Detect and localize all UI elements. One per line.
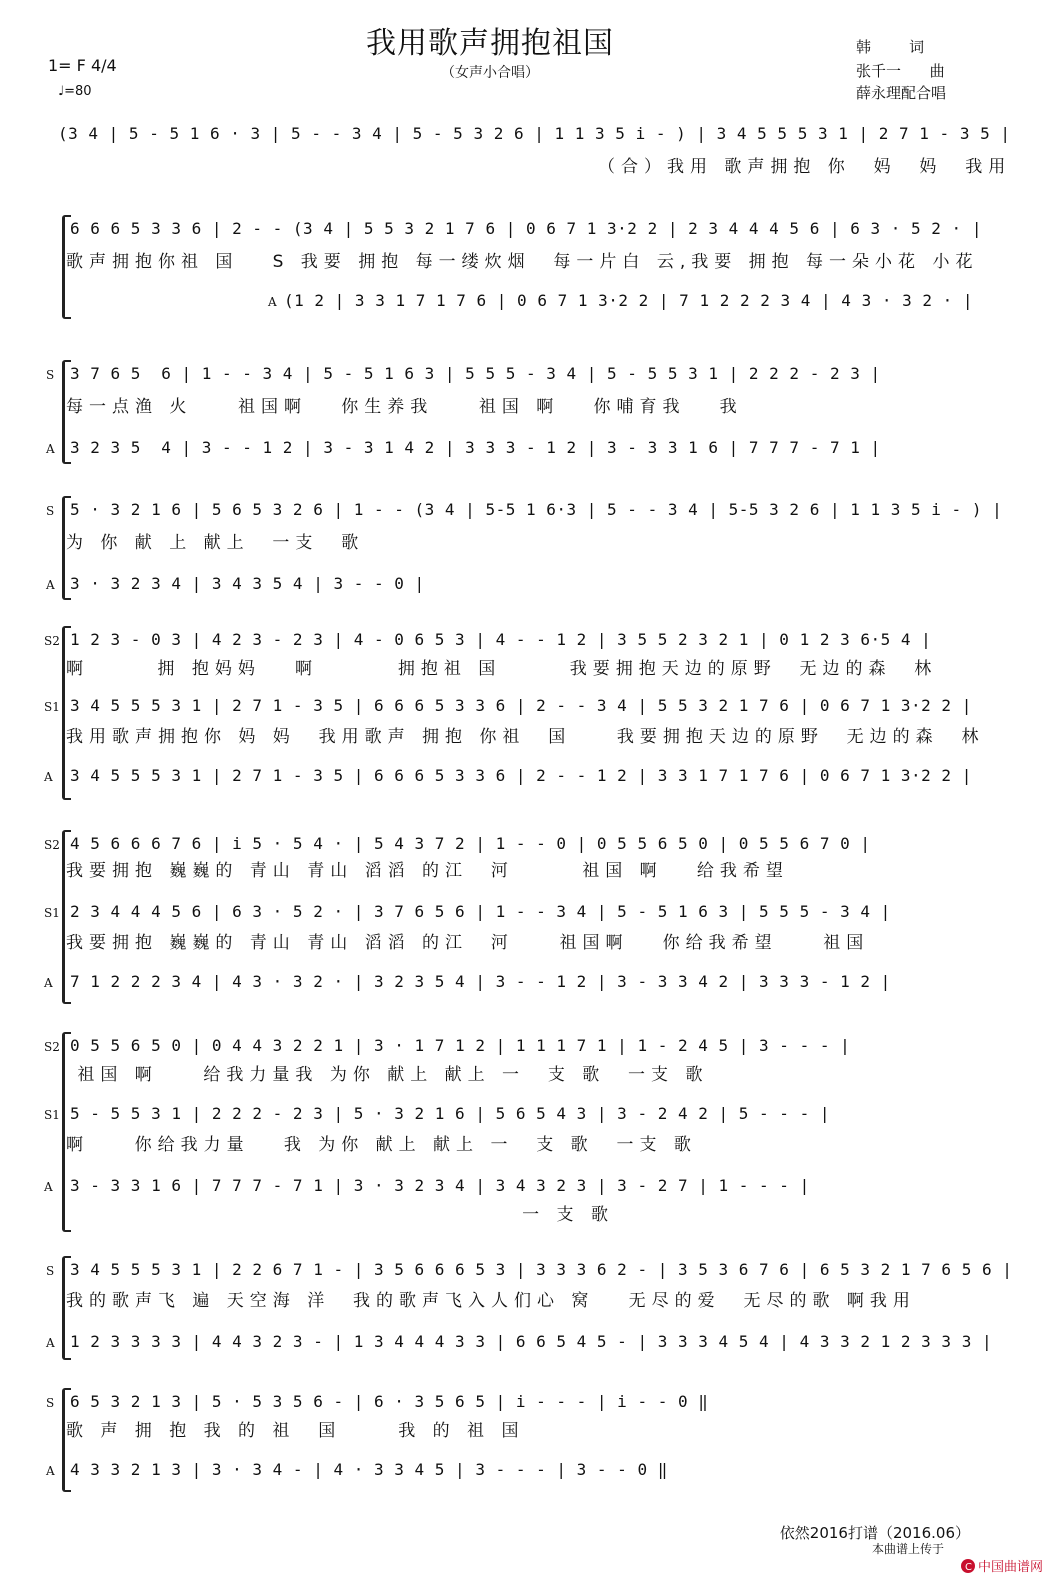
notation-line: 4 3 3 2 1 3 | 3 · 3 4 - | 4 · 3 3 4 5 | 3 - - - | 3 - - 0 ‖ xyxy=(70,1460,668,1479)
part-label: A xyxy=(44,1180,53,1194)
part-label: S xyxy=(46,1396,55,1410)
notation-line: 3 4 5 5 5 3 1 | 2 2 6 7 1 - | 3 5 6 6 6 5 3 | 3 3 3 6 2 - | 3 5 3 6 7 6 | 6 5 3 2 1 7 6 5 6 | xyxy=(70,1260,1013,1279)
part-label: S1 xyxy=(44,1108,60,1122)
part-label: A xyxy=(268,295,277,309)
part-label: A xyxy=(44,770,53,784)
logo-icon xyxy=(960,1557,1060,1575)
part-label: A xyxy=(46,442,55,456)
composer-credit: 张千一 曲 xyxy=(856,62,945,80)
score-system xyxy=(0,120,1064,180)
part-label: S2 xyxy=(44,634,60,648)
notation-line: 3 · 3 2 3 4 | 3 4 3 5 4 | 3 - - 0 | xyxy=(70,574,425,593)
notation-line: 3 2 3 5 4 | 3 - - 1 2 | 3 - 3 1 4 2 | 3 3 3 - 1 2 | 3 - 3 3 1 6 | 7 7 7 - 7 1 | xyxy=(70,438,881,457)
notation-line: (3 4 | 5 - 5 1 6 · 3 | 5 - - 3 4 | 5 - 5 3 2 6 | 1 1 3 5 i - ) | 3 4 5 5 5 3 1 | 2 7 1 - 3 5 | xyxy=(58,124,1011,143)
lyricist-credit: 韩 词 xyxy=(856,38,925,56)
part-label: S xyxy=(46,368,55,382)
notation-line: 1 2 3 - 0 3 | 4 2 3 - 2 3 | 4 - 0 6 5 3 | 4 - - 1 2 | 3 5 5 2 3 2 1 | 0 1 2 3 6·5 4 | xyxy=(70,630,932,649)
notation-line: 3 7 6 5 6 | 1 - - 3 4 | 5 - 5 1 6 3 | 5 5 5 - 3 4 | 5 - 5 5 3 1 | 2 2 2 - 2 3 | xyxy=(70,364,881,383)
part-label: S xyxy=(46,504,55,518)
notation-line: (1 2 | 3 3 1 7 1 7 6 | 0 6 7 1 3·2 2 | 7 1 2 2 2 3 4 | 4 3 · 3 2 · | xyxy=(284,291,974,310)
part-label: S1 xyxy=(44,906,60,920)
score-system xyxy=(0,360,1064,460)
part-label: S2 xyxy=(44,838,60,852)
lyrics-line: 啊 你给我力量 我 为你 献上 献上 一 支 歌 一支 歌 xyxy=(66,1135,697,1155)
part-label: S xyxy=(46,1264,55,1278)
subtitle: （女声小合唱） xyxy=(441,65,539,81)
score-system xyxy=(0,1388,1064,1488)
notation-line: 3 - 3 3 1 6 | 7 7 7 - 7 1 | 3 · 3 2 3 4 | 3 4 3 2 3 | 3 - 2 7 | 1 - - - | xyxy=(70,1176,810,1195)
upload-note: 本曲谱上传于 xyxy=(872,1542,945,1556)
notation-line: 6 5 3 2 1 3 | 5 · 5 3 5 6 - | 6 · 3 5 6 5 | i - - - | i - - 0 ‖ xyxy=(70,1392,709,1411)
site-name: 中国曲谱网 xyxy=(978,1560,1044,1575)
part-label: S1 xyxy=(44,700,60,714)
lyrics-line: 歌声拥抱你祖 国 S 我要 拥抱 每一缕炊烟 每一片白 云,我要 拥抱 每一朵小花 小花 xyxy=(66,252,979,272)
score-system xyxy=(0,1032,1064,1228)
typesetter-credit: 依然2016打谱（2016.06） xyxy=(779,1524,970,1542)
lyrics-line: 我要拥抱 巍巍的 青山 青山 滔滔 的江 河 祖国 啊 给我希望 xyxy=(66,861,789,881)
lyrics-line: 每一点渔 火 祖国啊 你生养我 祖国 啊 你哺育我 我 xyxy=(66,397,743,417)
lyrics-line: 我用歌声拥抱你 妈 妈 我用歌声 拥抱 你祖 国 我要拥抱天边的原野 无边的森 林 xyxy=(66,727,985,747)
notation-line: 5 · 3 2 1 6 | 5 6 5 3 2 6 | 1 - - (3 4 | 5-5 1 6·3 | 5 - - 3 4 | 5-5 3 2 6 | 1 1 3 5 i - ) | xyxy=(70,500,1003,519)
score-system xyxy=(0,1256,1064,1356)
notation-line: 1 2 3 3 3 3 | 4 4 3 2 3 - | 1 3 4 4 4 3 3 | 6 6 5 4 5 - | 3 3 3 4 5 4 | 4 3 3 2 1 2 3 3 3 | xyxy=(70,1332,993,1351)
notation-line: 6 6 6 5 3 3 6 | 2 - - (3 4 | 5 5 3 2 1 7 6 | 0 6 7 1 3·2 2 | 2 3 4 4 4 5 6 | 6 3 · 5 2 · | xyxy=(70,219,982,238)
score-system xyxy=(0,215,1064,315)
lyrics-line: （合）我用 歌声拥抱 你 妈 妈 我用 xyxy=(598,157,1012,177)
lyrics-line: 啊 拥 抱妈妈 啊 拥抱祖 国 我要拥抱天边的原野 无边的森 林 xyxy=(66,659,938,679)
score-system xyxy=(0,496,1064,596)
part-label: A xyxy=(46,578,55,592)
lyrics-line: 祖国 啊 给我力量我 为你 献上 献上 一 支 歌 一支 歌 xyxy=(66,1065,709,1085)
notation-line: 7 1 2 2 2 3 4 | 4 3 · 3 2 · | 3 2 3 5 4 | 3 - - 1 2 | 3 - 3 3 4 2 | 3 3 3 - 1 2 | xyxy=(70,972,891,991)
part-label: A xyxy=(46,1336,55,1350)
part-label: S2 xyxy=(44,1040,60,1054)
notation-line: 0 5 5 6 5 0 | 0 4 4 3 2 2 1 | 3 · 1 7 1 2 | 1 1 1 7 1 | 1 - 2 4 5 | 3 - - - | xyxy=(70,1036,851,1055)
lyrics-line: 我要拥抱 巍巍的 青山 青山 滔滔 的江 河 祖国啊 你给我希望 祖国 xyxy=(66,933,870,953)
key-signature: 1= F 4/4 xyxy=(48,56,117,75)
lyrics-line: 为 你 献 上 献上 一支 歌 xyxy=(66,533,365,553)
notation-line: 3 4 5 5 5 3 1 | 2 7 1 - 3 5 | 6 6 6 5 3 3 6 | 2 - - 3 4 | 5 5 3 2 1 7 6 | 0 6 7 1 3·2 2 | xyxy=(70,696,972,715)
tempo-marking: ♩=80 xyxy=(58,84,92,99)
part-label: A xyxy=(44,976,53,990)
notation-line: 3 4 5 5 5 3 1 | 2 7 1 - 3 5 | 6 6 6 5 3 3 6 | 2 - - 1 2 | 3 3 1 7 1 7 6 | 0 6 7 1 3·2 2 | xyxy=(70,766,972,785)
notation-line: 2 3 4 4 4 5 6 | 6 3 · 5 2 · | 3 7 6 5 6 | 1 - - 3 4 | 5 - 5 1 6 3 | 5 5 5 - 3 4 | xyxy=(70,902,891,921)
lyrics-line: 我的歌声飞 遍 天空海 洋 我的歌声飞入人们心 窝 无尽的爱 无尽的歌 啊我用 xyxy=(66,1291,916,1311)
notation-line: 5 - 5 5 3 1 | 2 2 2 - 2 3 | 5 · 3 2 1 6 | 5 6 5 4 3 | 3 - 2 4 2 | 5 - - - | xyxy=(70,1104,830,1123)
lyrics-line: 歌 声 拥 抱 我 的 祖 国 我 的 祖 国 xyxy=(66,1421,525,1441)
site-logo xyxy=(950,1538,1050,1575)
svg-text:C: C xyxy=(965,1562,973,1573)
score-system xyxy=(0,626,1064,796)
arranger-credit: 薛永理配合唱 xyxy=(856,84,947,102)
page-title: 我用歌声拥抱祖国 xyxy=(366,26,614,61)
notation-line: 4 5 6 6 6 7 6 | i 5 · 5 4 · | 5 4 3 7 2 | 1 - - 0 | 0 5 5 6 5 0 | 0 5 5 6 7 0 | xyxy=(70,834,871,853)
lyrics-line: 一 支 歌 xyxy=(66,1205,614,1225)
score-system xyxy=(0,830,1064,1000)
part-label: A xyxy=(46,1464,55,1478)
